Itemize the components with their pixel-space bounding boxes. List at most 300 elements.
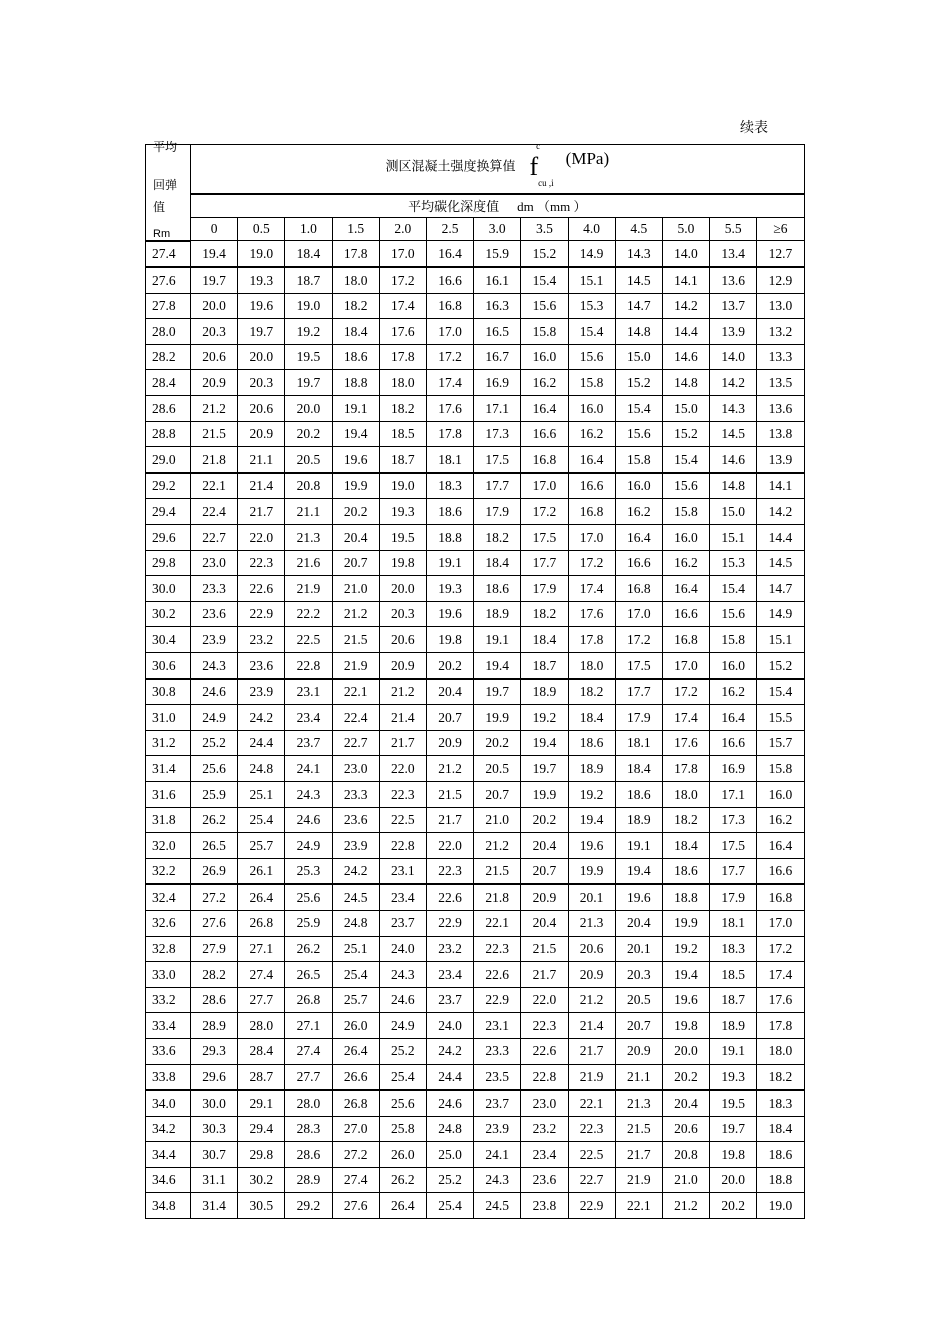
column-header: 2.0: [379, 218, 426, 241]
strength-value-cell: 17.4: [379, 293, 426, 319]
strength-value-cell: 24.6: [191, 679, 238, 705]
strength-value-cell: 23.6: [332, 807, 379, 833]
column-header: 2.5: [426, 218, 473, 241]
strength-value-cell: 17.2: [615, 627, 662, 653]
formula-superscript: c: [536, 141, 541, 151]
strength-value-cell: 22.8: [521, 1064, 568, 1090]
strength-value-cell: 18.6: [662, 858, 709, 884]
strength-value-cell: 22.1: [615, 1193, 662, 1219]
strength-value-cell: 14.8: [615, 319, 662, 345]
strength-value-cell: 28.2: [191, 962, 238, 988]
strength-value-cell: 20.2: [474, 730, 521, 756]
strength-value-cell: 19.9: [662, 910, 709, 936]
strength-value-cell: 16.6: [710, 730, 757, 756]
strength-value-cell: 23.7: [285, 730, 332, 756]
table-row: [146, 1064, 805, 1090]
strength-value-cell: 13.0: [757, 293, 804, 319]
rm-value-cell: 28.2: [146, 344, 191, 370]
strength-value-cell: 18.6: [615, 781, 662, 807]
strength-value-cell: 21.1: [238, 447, 285, 473]
column-header: 4.0: [568, 218, 615, 241]
strength-value-cell: 22.1: [568, 1090, 615, 1116]
strength-value-cell: 19.8: [379, 550, 426, 576]
strength-value-cell: 15.8: [615, 447, 662, 473]
strength-value-cell: 21.5: [521, 936, 568, 962]
table-row: [146, 550, 805, 576]
strength-value-cell: 26.1: [238, 858, 285, 884]
strength-value-cell: 23.3: [332, 781, 379, 807]
strength-value-cell: 17.1: [474, 396, 521, 422]
strength-value-cell: 26.2: [285, 936, 332, 962]
table-body: [146, 241, 805, 1219]
strength-value-cell: 15.2: [662, 421, 709, 447]
strength-value-cell: 25.6: [379, 1090, 426, 1116]
strength-value-cell: 19.8: [710, 1142, 757, 1168]
strength-value-cell: 18.8: [662, 884, 709, 910]
strength-value-cell: 13.5: [757, 370, 804, 396]
strength-value-cell: 16.0: [662, 525, 709, 551]
strength-value-cell: 15.0: [662, 396, 709, 422]
strength-value-cell: 16.8: [568, 499, 615, 525]
table-row: [146, 936, 805, 962]
strength-value-cell: 16.6: [662, 601, 709, 627]
strength-value-cell: 29.3: [191, 1038, 238, 1064]
strength-value-cell: 16.6: [521, 421, 568, 447]
strength-value-cell: 18.2: [332, 293, 379, 319]
strength-value-cell: 23.4: [379, 884, 426, 910]
strength-value-cell: 25.0: [426, 1142, 473, 1168]
strength-value-cell: 20.5: [474, 756, 521, 782]
strength-value-cell: 30.5: [238, 1193, 285, 1219]
strength-value-cell: 24.3: [474, 1167, 521, 1193]
strength-value-cell: 20.3: [615, 962, 662, 988]
strength-value-cell: 19.3: [710, 1064, 757, 1090]
rm-value-cell: 27.4: [146, 241, 191, 268]
table-row: [146, 293, 805, 319]
strength-value-cell: 23.9: [474, 1116, 521, 1142]
strength-value-cell: 19.4: [474, 653, 521, 679]
strength-value-cell: 21.7: [521, 962, 568, 988]
strength-value-cell: 29.1: [238, 1090, 285, 1116]
strength-value-cell: 15.4: [521, 267, 568, 293]
strength-value-cell: 20.7: [332, 550, 379, 576]
strength-value-cell: 20.1: [615, 936, 662, 962]
strength-value-cell: 17.8: [332, 241, 379, 268]
strength-value-cell: 24.6: [426, 1090, 473, 1116]
strength-value-cell: 17.2: [568, 550, 615, 576]
strength-value-cell: 19.5: [710, 1090, 757, 1116]
strength-value-cell: 12.9: [757, 267, 804, 293]
strength-value-cell: 17.4: [662, 705, 709, 731]
table-title: [191, 141, 805, 195]
strength-value-cell: 23.4: [426, 962, 473, 988]
table-row: [146, 499, 805, 525]
strength-value-cell: 19.6: [332, 447, 379, 473]
strength-value-cell: 19.4: [191, 241, 238, 268]
strength-value-cell: 20.0: [191, 293, 238, 319]
strength-value-cell: 14.2: [662, 293, 709, 319]
strength-value-cell: 14.4: [757, 525, 804, 551]
strength-value-cell: 25.8: [379, 1116, 426, 1142]
table-row: [146, 1013, 805, 1039]
strength-value-cell: 17.6: [568, 601, 615, 627]
table-row: [146, 601, 805, 627]
rm-value-cell: 32.4: [146, 884, 191, 910]
strength-value-cell: 15.6: [568, 344, 615, 370]
strength-value-cell: 19.0: [238, 241, 285, 268]
column-header: 4.5: [615, 218, 662, 241]
formula-subscript: cu ,i: [538, 178, 554, 188]
strength-value-cell: 20.4: [521, 910, 568, 936]
strength-value-cell: 19.4: [521, 730, 568, 756]
strength-value-cell: 20.0: [662, 1038, 709, 1064]
strength-value-cell: 22.6: [426, 884, 473, 910]
strength-value-cell: 20.0: [710, 1167, 757, 1193]
table-row: [146, 421, 805, 447]
strength-value-cell: 24.0: [379, 936, 426, 962]
strength-value-cell: 17.4: [426, 370, 473, 396]
strength-value-cell: 16.6: [757, 858, 804, 884]
strength-value-cell: 26.8: [285, 987, 332, 1013]
strength-value-cell: 20.3: [379, 601, 426, 627]
table-row: [146, 987, 805, 1013]
strength-value-cell: 16.0: [757, 781, 804, 807]
strength-value-cell: 27.4: [332, 1167, 379, 1193]
strength-value-cell: 20.5: [285, 447, 332, 473]
strength-value-cell: 16.6: [426, 267, 473, 293]
strength-value-cell: 21.1: [615, 1064, 662, 1090]
carbonation-depth-label: 平均碳化深度值: [408, 198, 500, 214]
strength-value-cell: 20.6: [238, 396, 285, 422]
strength-value-cell: 23.9: [191, 627, 238, 653]
strength-value-cell: 21.7: [379, 730, 426, 756]
strength-value-cell: 17.2: [426, 344, 473, 370]
strength-value-cell: 28.6: [191, 987, 238, 1013]
strength-value-cell: 21.7: [568, 1038, 615, 1064]
strength-value-cell: 20.9: [521, 884, 568, 910]
strength-value-cell: 23.7: [474, 1090, 521, 1116]
strength-value-cell: 20.9: [238, 421, 285, 447]
strength-value-cell: 30.7: [191, 1142, 238, 1168]
strength-value-cell: 28.9: [285, 1167, 332, 1193]
table-row: [146, 267, 805, 293]
strength-value-cell: 20.9: [568, 962, 615, 988]
strength-value-cell: 15.8: [568, 370, 615, 396]
rm-value-cell: 31.4: [146, 756, 191, 782]
strength-value-cell: 19.6: [238, 293, 285, 319]
strength-value-cell: 15.8: [521, 319, 568, 345]
strength-value-cell: 18.4: [615, 756, 662, 782]
strength-value-cell: 18.3: [757, 1090, 804, 1116]
strength-value-cell: 21.8: [474, 884, 521, 910]
strength-value-cell: 20.7: [474, 781, 521, 807]
strength-value-cell: 18.0: [568, 653, 615, 679]
strength-value-cell: 19.8: [662, 1013, 709, 1039]
strength-value-cell: 22.9: [568, 1193, 615, 1219]
carbonation-depth-header: [191, 194, 805, 218]
strength-value-cell: 21.7: [426, 807, 473, 833]
strength-value-cell: 19.9: [568, 858, 615, 884]
strength-value-cell: 21.0: [662, 1167, 709, 1193]
strength-value-cell: 25.4: [238, 807, 285, 833]
strength-value-cell: 30.0: [191, 1090, 238, 1116]
strength-value-cell: 16.2: [757, 807, 804, 833]
strength-value-cell: 17.8: [379, 344, 426, 370]
strength-value-cell: 14.3: [615, 241, 662, 268]
strength-value-cell: 24.5: [474, 1193, 521, 1219]
strength-value-cell: 18.2: [662, 807, 709, 833]
strength-value-cell: 21.2: [332, 601, 379, 627]
strength-value-cell: 19.7: [521, 756, 568, 782]
rm-value-cell: 34.4: [146, 1142, 191, 1168]
strength-value-cell: 20.9: [191, 370, 238, 396]
strength-value-cell: 21.5: [615, 1116, 662, 1142]
strength-value-cell: 16.6: [615, 550, 662, 576]
strength-value-cell: 17.7: [521, 550, 568, 576]
rm-value-cell: 29.0: [146, 447, 191, 473]
strength-value-cell: 16.1: [474, 267, 521, 293]
strength-value-cell: 16.2: [615, 499, 662, 525]
strength-value-cell: 17.6: [426, 396, 473, 422]
strength-value-cell: 20.2: [285, 421, 332, 447]
table-row: [146, 525, 805, 551]
strength-value-cell: 14.8: [710, 473, 757, 499]
strength-value-cell: 27.7: [238, 987, 285, 1013]
table-row: [146, 370, 805, 396]
strength-value-cell: 21.4: [379, 705, 426, 731]
rm-value-cell: 32.6: [146, 910, 191, 936]
strength-value-cell: 17.4: [568, 576, 615, 602]
rm-value-cell: 31.6: [146, 781, 191, 807]
strength-value-cell: 14.8: [662, 370, 709, 396]
strength-value-cell: 21.2: [568, 987, 615, 1013]
strength-value-cell: 15.9: [474, 241, 521, 268]
strength-value-cell: 15.6: [662, 473, 709, 499]
strength-value-cell: 19.6: [615, 884, 662, 910]
strength-value-cell: 17.0: [757, 910, 804, 936]
strength-value-cell: 19.1: [710, 1038, 757, 1064]
column-header: ≥6: [757, 218, 804, 241]
strength-value-cell: 17.7: [710, 858, 757, 884]
strength-value-cell: 30.3: [191, 1116, 238, 1142]
strength-value-cell: 20.5: [615, 987, 662, 1013]
rm-value-cell: 28.6: [146, 396, 191, 422]
strength-value-cell: 17.6: [757, 987, 804, 1013]
rm-value-cell: 31.0: [146, 705, 191, 731]
rm-value-cell: 33.8: [146, 1064, 191, 1090]
strength-value-cell: 18.2: [474, 525, 521, 551]
strength-value-cell: 26.5: [191, 833, 238, 859]
strength-value-cell: 18.4: [568, 705, 615, 731]
strength-value-cell: 22.0: [426, 833, 473, 859]
strength-value-cell: 19.2: [662, 936, 709, 962]
strength-value-cell: 20.9: [615, 1038, 662, 1064]
strength-value-cell: 25.4: [426, 1193, 473, 1219]
strength-value-cell: 18.0: [757, 1038, 804, 1064]
strength-value-cell: 14.2: [757, 499, 804, 525]
strength-value-cell: 20.2: [710, 1193, 757, 1219]
strength-value-cell: 17.7: [474, 473, 521, 499]
strength-value-cell: 23.0: [521, 1090, 568, 1116]
strength-value-cell: 25.6: [285, 884, 332, 910]
strength-value-cell: 22.3: [379, 781, 426, 807]
strength-value-cell: 28.0: [285, 1090, 332, 1116]
strength-value-cell: 18.3: [426, 473, 473, 499]
table-row: [146, 679, 805, 705]
strength-value-cell: 26.8: [238, 910, 285, 936]
rm-value-cell: 33.0: [146, 962, 191, 988]
strength-value-cell: 18.2: [757, 1064, 804, 1090]
rm-value-cell: 27.6: [146, 267, 191, 293]
strength-value-cell: 16.8: [521, 447, 568, 473]
strength-value-cell: 22.5: [568, 1142, 615, 1168]
rm-value-cell: 30.6: [146, 653, 191, 679]
corner-line-4: Rm: [153, 228, 171, 240]
strength-value-cell: 20.6: [568, 936, 615, 962]
strength-value-cell: 27.0: [332, 1116, 379, 1142]
strength-value-cell: 27.4: [285, 1038, 332, 1064]
strength-value-cell: 18.2: [379, 396, 426, 422]
strength-value-cell: 17.0: [521, 473, 568, 499]
strength-value-cell: 14.7: [615, 293, 662, 319]
table-row: [146, 447, 805, 473]
strength-value-cell: 23.2: [426, 936, 473, 962]
strength-value-cell: 25.3: [285, 858, 332, 884]
strength-value-cell: 22.9: [426, 910, 473, 936]
strength-value-cell: 16.4: [426, 241, 473, 268]
strength-value-cell: 27.7: [285, 1064, 332, 1090]
strength-value-cell: 18.1: [426, 447, 473, 473]
strength-value-cell: 17.6: [662, 730, 709, 756]
strength-value-cell: 15.0: [710, 499, 757, 525]
strength-value-cell: 20.0: [238, 344, 285, 370]
strength-value-cell: 17.2: [379, 267, 426, 293]
strength-value-cell: 27.1: [238, 936, 285, 962]
strength-value-cell: 18.9: [521, 679, 568, 705]
strength-value-cell: 21.4: [238, 473, 285, 499]
strength-value-cell: 14.0: [662, 241, 709, 268]
strength-value-cell: 28.6: [285, 1142, 332, 1168]
strength-value-cell: 14.4: [662, 319, 709, 345]
strength-value-cell: 18.7: [285, 267, 332, 293]
strength-value-cell: 22.0: [521, 987, 568, 1013]
strength-value-cell: 27.4: [238, 962, 285, 988]
strength-value-cell: 15.7: [757, 730, 804, 756]
strength-value-cell: 23.6: [521, 1167, 568, 1193]
rm-value-cell: 29.4: [146, 499, 191, 525]
strength-value-cell: 21.5: [426, 781, 473, 807]
strength-value-cell: 21.0: [474, 807, 521, 833]
strength-value-cell: 22.6: [474, 962, 521, 988]
strength-value-cell: 16.9: [710, 756, 757, 782]
strength-value-cell: 23.9: [332, 833, 379, 859]
strength-value-cell: 15.6: [615, 421, 662, 447]
title-text: 测区混凝土强度换算值: [385, 159, 516, 175]
strength-value-cell: 28.4: [238, 1038, 285, 1064]
strength-value-cell: 31.1: [191, 1167, 238, 1193]
strength-value-cell: 27.2: [191, 884, 238, 910]
table-row: [146, 344, 805, 370]
strength-value-cell: 22.3: [521, 1013, 568, 1039]
strength-value-cell: 17.5: [615, 653, 662, 679]
strength-value-cell: 19.3: [379, 499, 426, 525]
strength-value-cell: 17.8: [568, 627, 615, 653]
strength-value-cell: 21.1: [285, 499, 332, 525]
strength-value-cell: 18.2: [521, 601, 568, 627]
strength-value-cell: 18.0: [662, 781, 709, 807]
strength-value-cell: 22.8: [285, 653, 332, 679]
strength-value-cell: 22.5: [379, 807, 426, 833]
table-row: [146, 962, 805, 988]
strength-value-cell: 22.7: [568, 1167, 615, 1193]
strength-value-cell: 31.4: [191, 1193, 238, 1219]
strength-value-cell: 17.9: [521, 576, 568, 602]
strength-value-cell: 21.5: [474, 858, 521, 884]
strength-value-cell: 22.3: [426, 858, 473, 884]
rm-value-cell: 30.8: [146, 679, 191, 705]
strength-value-cell: 19.9: [521, 781, 568, 807]
strength-value-cell: 23.1: [379, 858, 426, 884]
strength-value-cell: 15.2: [521, 241, 568, 268]
strength-value-cell: 24.9: [285, 833, 332, 859]
strength-value-cell: 14.9: [568, 241, 615, 268]
strength-value-cell: 24.8: [332, 910, 379, 936]
strength-value-cell: 19.6: [568, 833, 615, 859]
strength-value-cell: 17.3: [474, 421, 521, 447]
strength-value-cell: 14.6: [662, 344, 709, 370]
strength-value-cell: 20.2: [521, 807, 568, 833]
strength-value-cell: 16.3: [474, 293, 521, 319]
strength-value-cell: 14.7: [757, 576, 804, 602]
table-row: [146, 576, 805, 602]
rm-value-cell: 30.4: [146, 627, 191, 653]
strength-value-cell: 24.2: [426, 1038, 473, 1064]
strength-value-cell: 17.5: [521, 525, 568, 551]
column-header: 5.0: [662, 218, 709, 241]
strength-value-cell: 16.4: [615, 525, 662, 551]
strength-value-cell: 19.7: [191, 267, 238, 293]
strength-value-cell: 23.2: [238, 627, 285, 653]
strength-value-cell: 21.2: [191, 396, 238, 422]
strength-value-cell: 15.8: [757, 756, 804, 782]
strength-conversion-table: [145, 140, 805, 1219]
strength-value-cell: 21.7: [238, 499, 285, 525]
strength-value-cell: 19.3: [426, 576, 473, 602]
strength-value-cell: 20.4: [426, 679, 473, 705]
strength-value-cell: 23.1: [474, 1013, 521, 1039]
strength-value-cell: 13.4: [710, 241, 757, 268]
strength-value-cell: 20.9: [426, 730, 473, 756]
strength-value-cell: 16.4: [710, 705, 757, 731]
strength-value-cell: 18.5: [379, 421, 426, 447]
rm-value-cell: 33.2: [146, 987, 191, 1013]
strength-value-cell: 17.0: [379, 241, 426, 268]
column-header: 3.5: [521, 218, 568, 241]
strength-value-cell: 20.6: [662, 1116, 709, 1142]
strength-value-cell: 18.1: [710, 910, 757, 936]
strength-value-cell: 13.8: [757, 421, 804, 447]
table-row: [146, 833, 805, 859]
strength-value-cell: 15.4: [568, 319, 615, 345]
strength-value-cell: 15.1: [710, 525, 757, 551]
strength-value-cell: 25.7: [332, 987, 379, 1013]
strength-value-cell: 16.7: [474, 344, 521, 370]
strength-value-cell: 25.9: [191, 781, 238, 807]
strength-value-cell: 19.6: [426, 601, 473, 627]
table-row: [146, 858, 805, 884]
formula-symbol: f: [529, 152, 539, 182]
strength-value-cell: 27.6: [332, 1193, 379, 1219]
